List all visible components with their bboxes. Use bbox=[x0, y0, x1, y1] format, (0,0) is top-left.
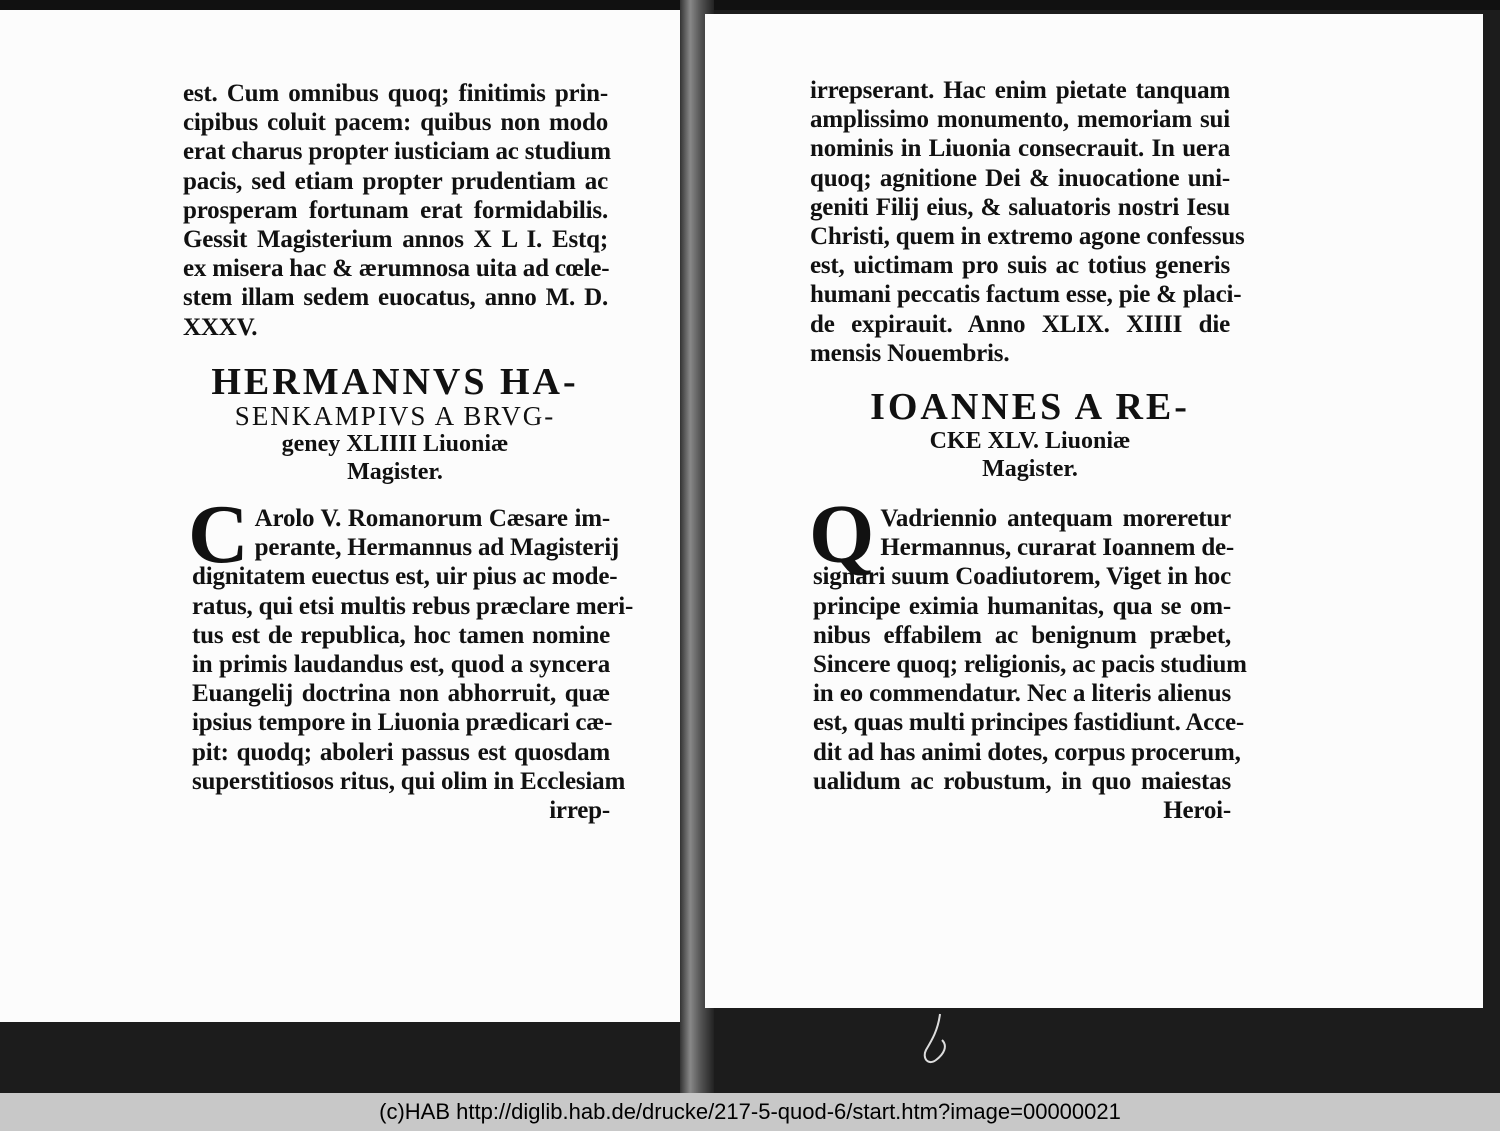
left-page bbox=[0, 10, 690, 1022]
pencil-mark-icon bbox=[918, 1010, 958, 1070]
catchword: Heroi- bbox=[1163, 797, 1231, 825]
text-line: ualidum ac robustum, in quo maiestas bbox=[813, 767, 1231, 795]
text-line: XXXV. bbox=[183, 313, 258, 341]
text-line: humani peccatis factum esse, pie & placi- bbox=[810, 281, 1242, 309]
text-line: Vadriennio antequam moreretur bbox=[880, 505, 1231, 532]
heading-line: HERMANNVS HA- bbox=[211, 361, 579, 403]
text-line: est. Cum omnibus quoq; finitimis prin- bbox=[183, 80, 608, 107]
text-line: nominis in Liuonia consecrauit. In uera bbox=[810, 135, 1230, 163]
text-line: stem illam sedem euocatus, anno M. D. bbox=[183, 284, 608, 312]
text-line: superstitiosos ritus, qui olim in Ecclesiam bbox=[192, 767, 626, 795]
heading-line: geney XLIIII Liuoniæ bbox=[281, 431, 509, 457]
text-line: est, quas multi principes fastidiunt. Acce- bbox=[813, 709, 1244, 737]
right-body-text bbox=[809, 488, 1247, 825]
text-line: Euangelij doctrina non abhorruit, quæ bbox=[192, 680, 610, 708]
catchword: irrep- bbox=[549, 797, 610, 825]
text-line: de expirauit. Anno XLIX. XIIII die bbox=[810, 310, 1230, 338]
copyright-caption: (c)HAB http://diglib.hab.de/drucke/217-5-quod-6/start.htm?image=00000021 bbox=[0, 1093, 1500, 1131]
text-line: pacis, sed etiam propter prudentiam ac bbox=[183, 167, 608, 195]
text-line: in primis laudandus est, quod a syncera bbox=[192, 651, 610, 679]
text-line: pit: quodq; aboleri passus est quosdam bbox=[192, 738, 610, 766]
text-line: mensis Nouembris. bbox=[810, 339, 1010, 367]
drop-capital: Q bbox=[809, 488, 875, 581]
text-line: erat charus propter iusticiam ac studium bbox=[183, 138, 611, 166]
text-line: amplissimo monumento, memoriam sui bbox=[810, 106, 1230, 134]
text-line: ratus, qui etsi multis rebus præclare meri- bbox=[192, 592, 634, 620]
text-line: quoq; agnitione Dei & inuocatione uni- bbox=[810, 164, 1230, 192]
text-line: dignitatem euectus est, uir pius ac mode- bbox=[192, 563, 618, 591]
text-line: prosperam fortunam erat formidabilis. bbox=[183, 196, 608, 224]
text-line: ex misera hac & ærumnosa uita ad cœle- bbox=[183, 255, 610, 283]
text-line: dit ad has animi dotes, corpus procerum, bbox=[813, 738, 1241, 766]
heading-line: Magister. bbox=[347, 459, 443, 485]
text-line: principe eximia humanitas, qua se om- bbox=[813, 592, 1231, 620]
text-line: Gessit Magisterium annos X L I. Estq; bbox=[183, 226, 608, 254]
right-page bbox=[705, 14, 1483, 1008]
text-line: geniti Filij eius, & saluatoris nostri Iesu bbox=[810, 193, 1230, 221]
text-line: Arolo V. Romanorum Cæsare im- bbox=[254, 505, 610, 532]
text-line: in eo commendatur. Nec a literis alienus bbox=[813, 680, 1231, 708]
text-line: Christi, quem in extremo agone confessus bbox=[810, 223, 1245, 251]
left-body-text bbox=[188, 488, 634, 825]
heading-line: Magister. bbox=[982, 456, 1078, 482]
left-intro-text bbox=[183, 79, 611, 342]
drop-capital: C bbox=[188, 488, 249, 581]
text-line: nibus effabilem ac benignum præbet, bbox=[813, 621, 1231, 649]
right-intro-text bbox=[810, 76, 1245, 368]
text-line: irrepserant. Hac enim pietate tanquam bbox=[810, 77, 1230, 104]
text-line: perante, Hermannus ad Magisterij bbox=[254, 534, 620, 562]
right-heading bbox=[815, 387, 1245, 483]
left-heading bbox=[180, 362, 610, 486]
top-edge bbox=[0, 0, 1500, 10]
text-line: tus est de republica, hoc tamen nomine bbox=[192, 621, 610, 649]
heading-line: CKE XLV. Liuoniæ bbox=[929, 428, 1131, 454]
text-line: cipibus coluit pacem: quibus non modo bbox=[183, 109, 608, 137]
text-line: Sincere quoq; religionis, ac pacis studium bbox=[813, 651, 1247, 679]
text-line: Hermannus, curarat Ioannem de- bbox=[880, 534, 1235, 562]
text-line: ipsius tempore in Liuonia prædicari cæ- bbox=[192, 709, 613, 737]
text-line: signari suum Coadiutorem, Viget in hoc bbox=[813, 563, 1231, 591]
heading-line: IOANNES A RE- bbox=[870, 386, 1190, 428]
text-line: est, uictimam pro suis ac totius generis bbox=[810, 252, 1230, 280]
heading-line: SENKAMPIVS A BRVG- bbox=[234, 401, 556, 431]
